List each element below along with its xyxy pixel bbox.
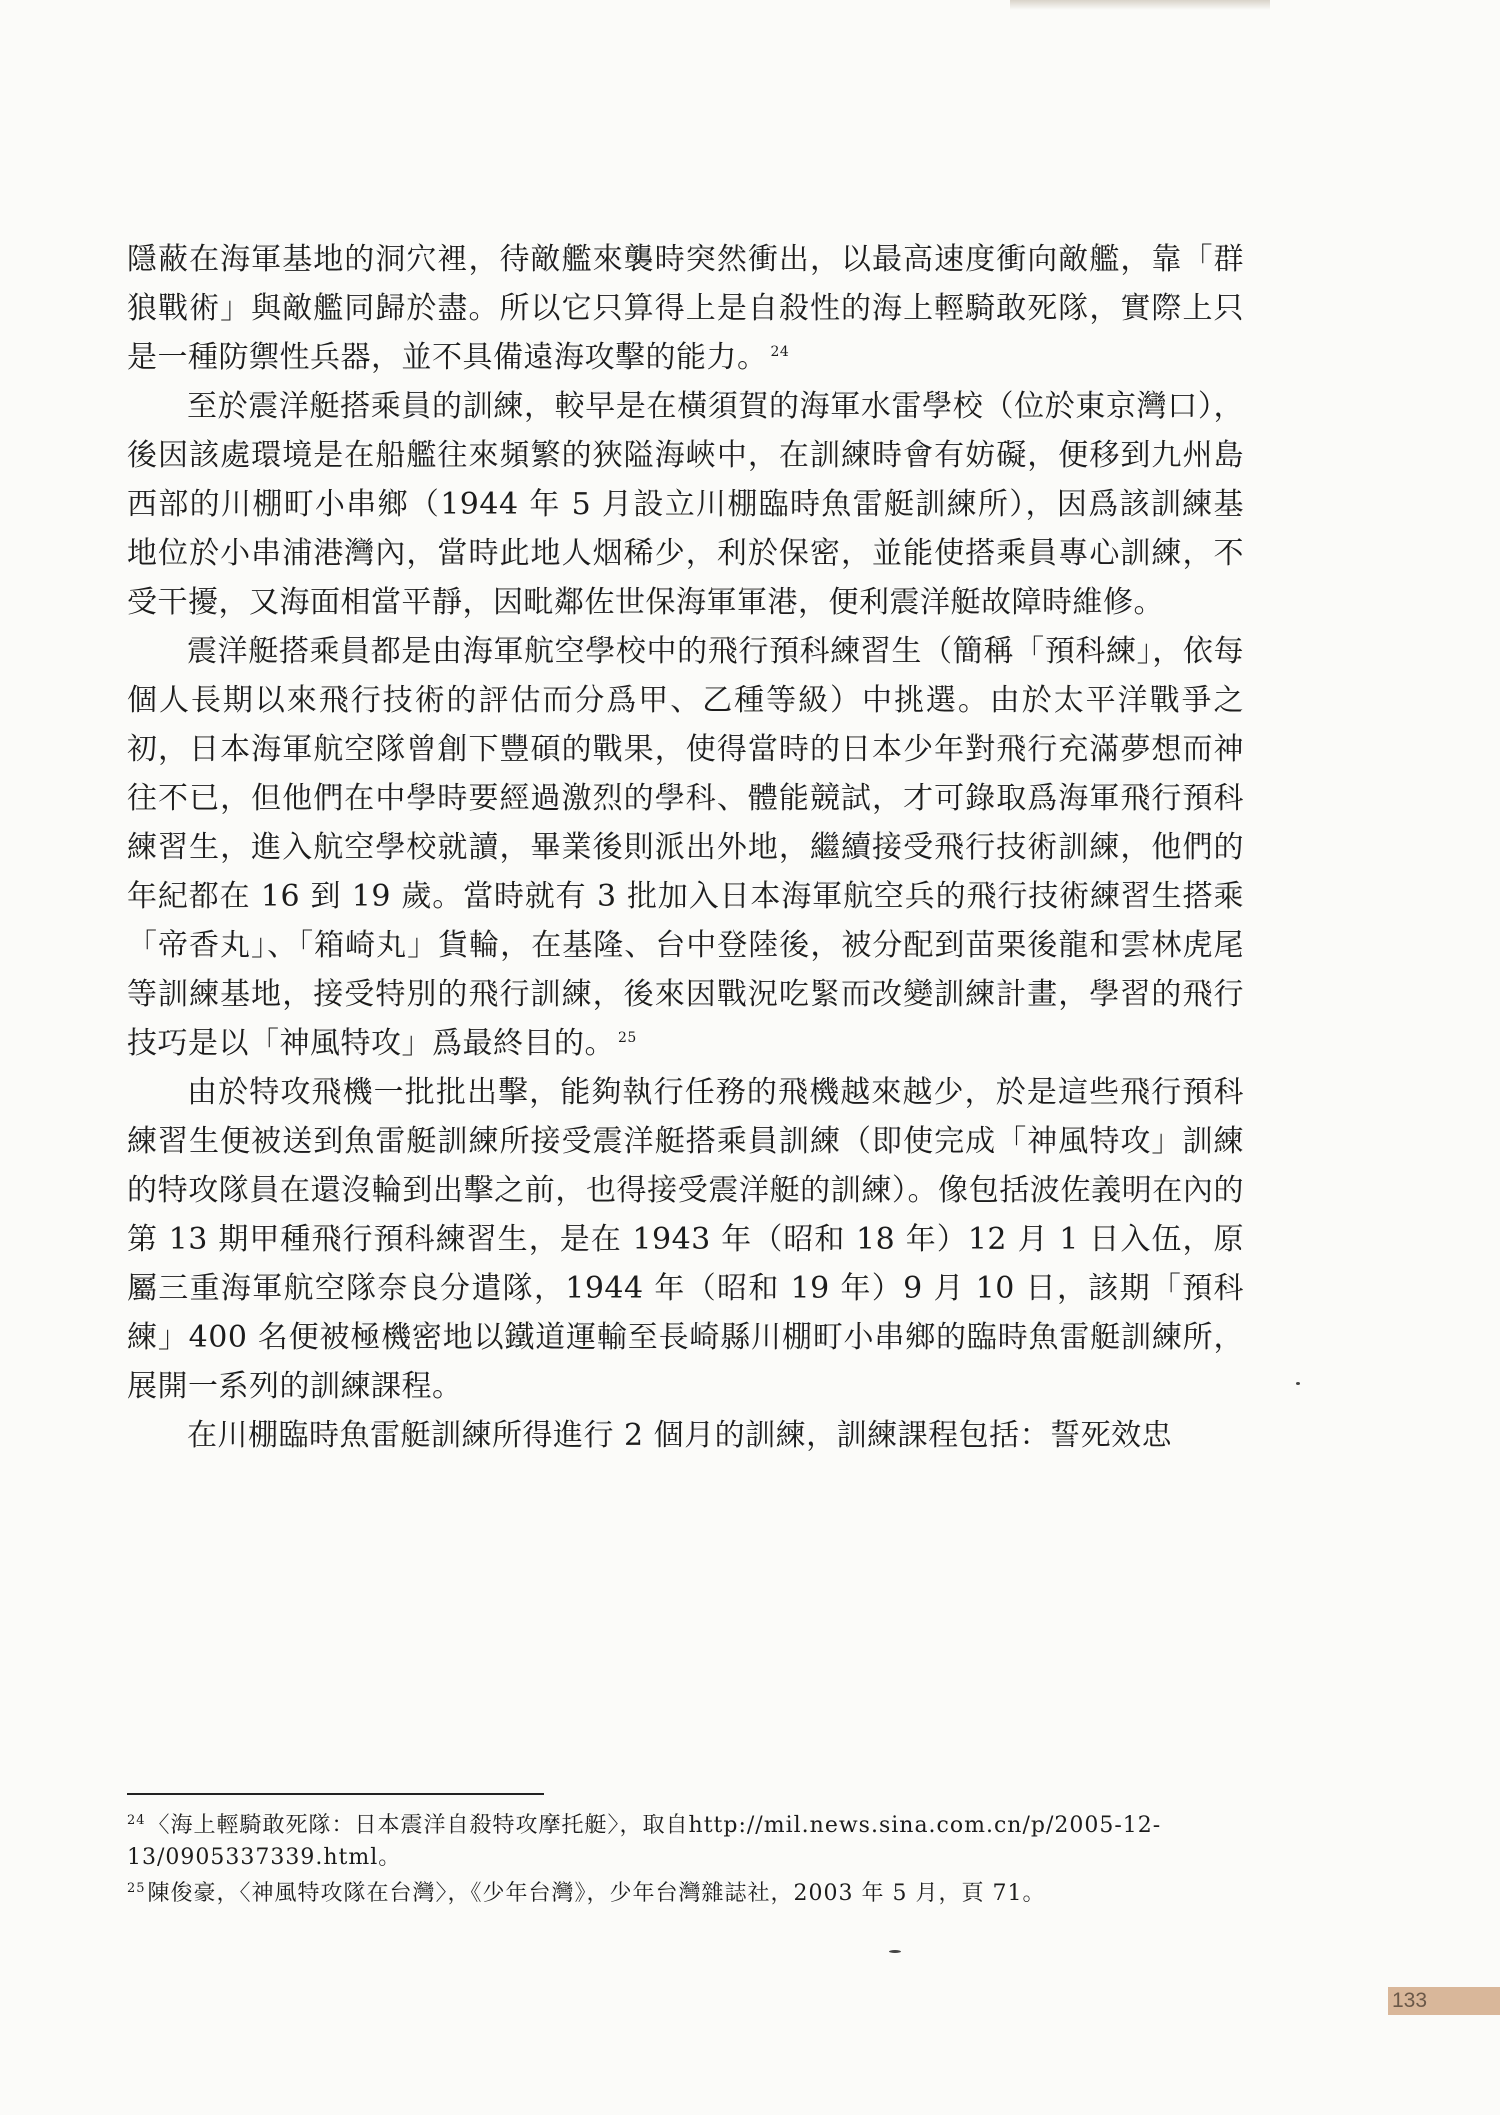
scan-speck	[1296, 1382, 1300, 1385]
footnote-number: 24	[127, 1812, 146, 1828]
footnotes	[127, 1810, 1244, 1914]
footnote-text: 〈海上輕騎敢死隊：日本震洋自殺特攻摩托艇〉，取自http://mil.news.sina.com.cn/p/2005-12-13/0905337339.html。	[127, 1813, 1162, 1870]
footnote-25	[127, 1878, 1244, 1910]
footnote-ref-24[interactable]: 24	[770, 344, 790, 360]
scan-edge-mark	[1010, 0, 1270, 10]
body-text	[127, 235, 1244, 1460]
paragraph-1: 隱蔽在海軍基地的洞穴裡，待敵艦來襲時突然衝出，以最高速度衝向敵艦，靠「群狼戰術」與敵艦同歸於盡。所以它只算得上是自殺性的海上輕騎敢死隊，實際上只是一種防禦性兵器，並不具備遠海攻擊的能力。 $^{24}$	[127, 242, 1244, 375]
footnote-number: 25	[127, 1880, 146, 1896]
paragraph-4: 由於特攻飛機一批批出擊，能夠執行任務的飛機越來越少，於是這些飛行預科練習生便被送到魚雷艇訓練所接受震洋艇搭乘員訓練（即使完成「神風特攻」訓練的特攻隊員在還沒輪到出擊之前，也得接受震洋艇的訓練）。像包括波佐義明在內的第 13 期甲種飛行預科練習生，是在 1943 年（昭和 18 年）12 月 1 日入伍，原屬三重海軍航空隊奈良分遣隊，1944 年（昭和 19 年）9 月 10 日，該期「預科練」400 名便被極機密地以鐵道運輸至長崎縣川棚町小串鄉的臨時魚雷艇訓練所，展開一系列的訓練課程。	[127, 1075, 1244, 1404]
page-number: 133	[1388, 1987, 1500, 2015]
paragraph-5: 在川棚臨時魚雷艇訓練所得進行 2 個月的訓練，訓練課程包括：誓死效忠	[187, 1418, 1173, 1453]
footnote-divider	[127, 1793, 544, 1795]
footnote-text: 陳俊豪，〈神風特攻隊在台灣〉，《少年台灣》，少年台灣雜誌社，2003 年 5 月，頁 71。	[147, 1881, 1046, 1906]
footnote-ref-25[interactable]: 25	[618, 1030, 637, 1046]
paragraph-3: 震洋艇搭乘員都是由海軍航空學校中的飛行預科練習生（簡稱「預科練」，依每個人長期以來飛行技術的評估而分爲甲、乙種等級）中挑選。由於太平洋戰爭之初，日本海軍航空隊曾創下豐碩的戰果，使得當時的日本少年對飛行充滿夢想而神往不已，但他們在中學時要經過激烈的學科、體能競試，才可錄取爲海軍飛行預科練習生，進入航空學校就讀，畢業後則派出外地，繼續接受飛行技術訓練，他們的年紀都在 16 到 19 歲。當時就有 3 批加入日本海軍航空兵的飛行技術練習生搭乘「帝香丸」、「箱崎丸」貨輪，在基隆、台中登陸後，被分配到苗栗後龍和雲林虎尾等訓練基地，接受特別的飛行訓練，後來因戰況吃緊而改變訓練計畫，學習的飛行技巧是以「神風特攻」爲最終目的。 $^{25}$	[127, 634, 1244, 1061]
scan-speck	[889, 1950, 901, 1953]
footnote-24	[127, 1810, 1244, 1874]
paragraph-2: 至於震洋艇搭乘員的訓練，較早是在橫須賀的海軍水雷學校（位於東京灣口），後因該處環境是在船艦往來頻繁的狹隘海峽中，在訓練時會有妨礙，便移到九州島西部的川棚町小串鄉（1944 年 5 月設立川棚臨時魚雷艇訓練所），因爲該訓練基地位於小串浦港灣內，當時此地人烟稀少，利於保密，並能使搭乘員專心訓練，不受干擾，又海面相當平靜，因毗鄰佐世保海軍軍港，便利震洋艇故障時維修。	[127, 389, 1244, 620]
